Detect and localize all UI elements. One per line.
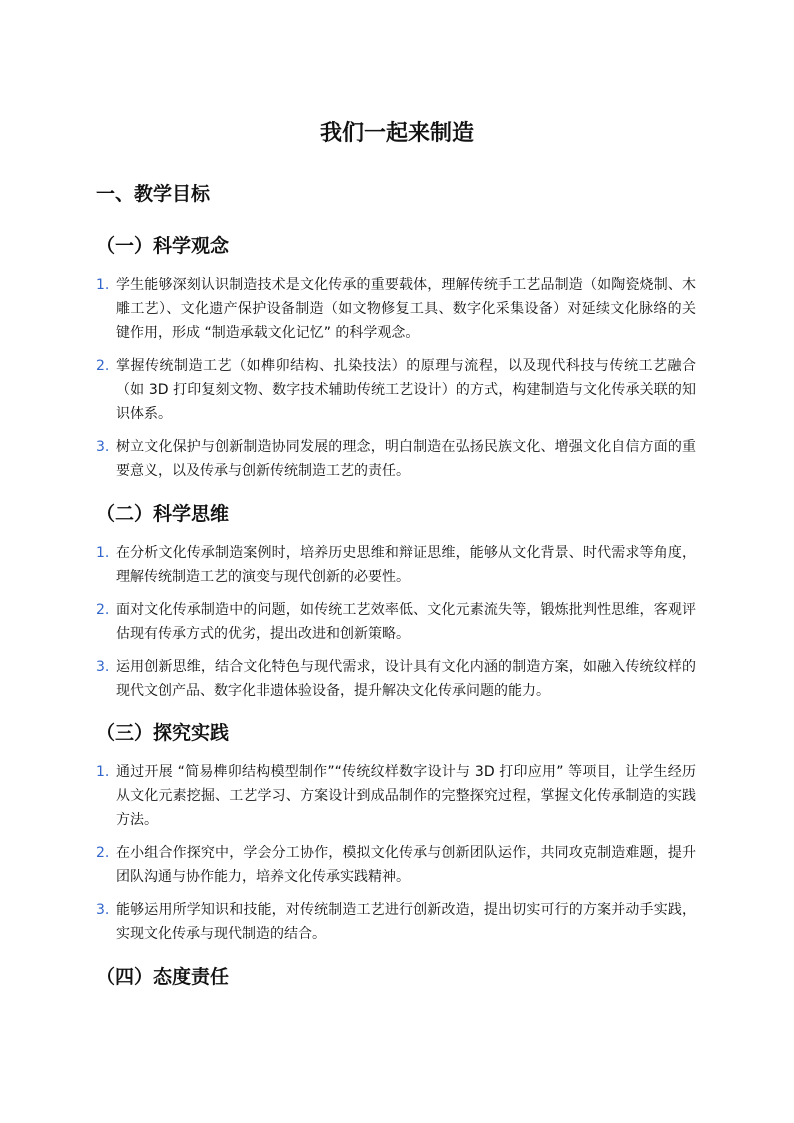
list-item bbox=[96, 354, 696, 426]
list-item bbox=[96, 598, 696, 646]
list-item-text: 运用创新思维，结合文化特色与现代需求，设计具有文化内涵的制造方案，如融入传统纹样的现代文创产品、数字化非遗体验设备，提升解决文化传承问题的能力。 bbox=[116, 659, 696, 699]
list-item-text: 树立文化保护与创新制造协同发展的理念，明白制造在弘扬民族文化、增强文化自信方面的重要意义，以及传承与创新传统制造工艺的责任。 bbox=[116, 439, 696, 479]
document-title: 我们一起来制造 bbox=[319, 121, 474, 146]
list-item bbox=[96, 898, 696, 946]
list-item-number: 2. bbox=[96, 602, 110, 618]
subsection-heading-attitude-responsibility: （四）态度责任 bbox=[96, 966, 230, 988]
list-item bbox=[96, 541, 696, 589]
list-item-number: 2. bbox=[96, 845, 110, 861]
list-item-text: 掌握传统制造工艺（如榫卯结构、扎染技法）的原理与流程，以及现代科技与传统工艺融合（如 3D 打印复刻文物、数字技术辅助传统工艺设计）的方式，构建制造与文化传承关联的知识体系。 bbox=[116, 358, 696, 422]
list-item-text: 在小组合作探究中，学会分工协作，模拟文化传承与创新团队运作，共同攻克制造难题，提升团队沟通与协作能力，培养文化传承实践精神。 bbox=[116, 845, 696, 885]
list-scientific-thinking bbox=[96, 541, 696, 712]
list-item-number: 3. bbox=[96, 659, 110, 675]
list-item-number: 3. bbox=[96, 902, 110, 918]
list-item-text: 在分析文化传承制造案例时，培养历史思维和辩证思维，能够从文化背景、时代需求等角度，理解传统制造工艺的演变与现代创新的必要性。 bbox=[116, 545, 696, 585]
list-item bbox=[96, 435, 696, 483]
list-item-number: 1. bbox=[96, 764, 110, 780]
list-item bbox=[96, 760, 696, 832]
subsection-heading-scientific-concept: （一）科学观念 bbox=[96, 235, 230, 257]
list-item bbox=[96, 273, 696, 345]
list-item-text: 通过开展 “简易榫卯结构模型制作”“传统纹样数字设计与 3D 打印应用” 等项目，让学生经历从文化元素挖掘、工艺学习、方案设计到成品制作的完整探究过程，掌握文化传承制造的实践方法。 bbox=[116, 764, 696, 828]
list-item-number: 3. bbox=[96, 439, 110, 455]
subsection-heading-scientific-thinking: （二）科学思维 bbox=[96, 503, 230, 525]
list-item-number: 1. bbox=[96, 277, 110, 293]
list-item-number: 2. bbox=[96, 358, 110, 374]
subsection-heading-inquiry-practice: （三）探究实践 bbox=[96, 722, 230, 744]
list-item bbox=[96, 655, 696, 703]
list-item-text: 能够运用所学知识和技能，对传统制造工艺进行创新改造，提出切实可行的方案并动手实践，实现文化传承与现代制造的结合。 bbox=[116, 902, 696, 942]
section-heading-teaching-goals: 一、教学目标 bbox=[96, 183, 211, 205]
list-scientific-concept bbox=[96, 273, 696, 492]
list-item-number: 1. bbox=[96, 545, 110, 561]
list-inquiry-practice bbox=[96, 760, 696, 955]
list-item-text: 面对文化传承制造中的问题，如传统工艺效率低、文化元素流失等，锻炼批判性思维，客观评估现有传承方式的优劣，提出改进和创新策略。 bbox=[116, 602, 696, 642]
list-item-text: 学生能够深刻认识制造技术是文化传承的重要载体，理解传统手工艺品制造（如陶瓷烧制、木雕工艺）、文化遗产保护设备制造（如文物修复工具、数字化采集设备）对延续文化脉络的关键作用，形成 “制造承载文化记忆” 的科学观念。 bbox=[116, 277, 696, 341]
list-item bbox=[96, 841, 696, 889]
